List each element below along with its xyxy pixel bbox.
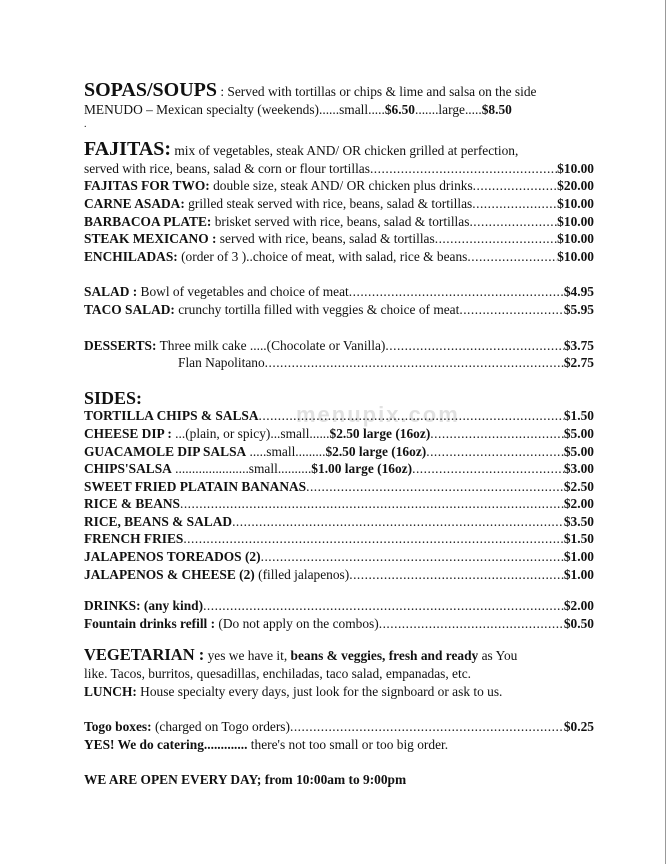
soups-heading: SOPAS/SOUPS bbox=[84, 79, 217, 101]
fajitas-item-price: $10.00 bbox=[557, 195, 594, 211]
side-name: JALAPENOS TOREADOS (2) bbox=[84, 549, 261, 565]
vegetarian-desc-b: beans & veggies, fresh and ready bbox=[290, 648, 479, 664]
dessert-row bbox=[84, 337, 594, 355]
side-name: GUACAMOLE DIP SALSA bbox=[84, 443, 247, 459]
soups-desc: : Served with tortillas or chips & lime and salsa on the side bbox=[217, 84, 537, 99]
fajitas-item-name: BARBACOA PLATE: bbox=[84, 213, 212, 229]
fajitas-item-row bbox=[84, 230, 594, 248]
side-name: RICE, BEANS & SALAD bbox=[84, 513, 233, 529]
drink-extra: (any kind) bbox=[140, 598, 204, 614]
side-name: TORTILLA CHIPS & SALSA bbox=[84, 408, 259, 424]
drink-extra: (Do not apply on the combos) bbox=[215, 615, 379, 631]
fajitas-item-row bbox=[84, 248, 594, 266]
chips-salsa-row bbox=[84, 460, 594, 478]
menudo-label: MENUDO – Mexican specialty (weekends)......small..... bbox=[84, 101, 385, 117]
side-detail: ...(plain, or spicy)...small...... bbox=[171, 425, 330, 441]
desserts-heading: DESSERTS: bbox=[84, 337, 157, 353]
side-large-price: $5.00 bbox=[563, 443, 594, 459]
side-large-label: large (16oz) bbox=[341, 461, 413, 477]
vegetarian-desc-2: like. Tacos, burritos, quesadillas, enchiladas, taco salad, empanadas, etc. bbox=[84, 666, 472, 682]
side-price: $2.00 bbox=[563, 496, 594, 512]
side-small-price: $1.00 bbox=[311, 461, 342, 477]
menudo-row bbox=[84, 101, 594, 119]
side-detail: ......................small.......... bbox=[171, 461, 312, 477]
catering-label: YES! We do catering bbox=[84, 736, 204, 752]
side-price: $1.50 bbox=[563, 408, 594, 424]
side-row bbox=[84, 407, 594, 425]
side-price: $1.50 bbox=[563, 531, 594, 547]
fajitas-price: $10.00 bbox=[557, 160, 594, 176]
fajitas-header bbox=[84, 138, 594, 161]
fajitas-item-row bbox=[84, 195, 594, 213]
fajitas-desc-1: mix of vegetables, steak AND/ OR chicken grilled at perfection, bbox=[171, 143, 519, 159]
catering-dots: ............. bbox=[203, 736, 248, 752]
fajitas-item-name: ENCHILADAS: bbox=[84, 248, 178, 264]
side-name: FRENCH FRIES bbox=[84, 531, 184, 547]
vegetarian-desc-a: yes we have it, bbox=[204, 648, 291, 664]
dessert-desc: Flan Napolitano bbox=[178, 355, 265, 371]
drink-name: DRINKS: bbox=[84, 598, 141, 614]
lunch-desc: House specialty every days, just look for the signboard or ask to us. bbox=[136, 683, 503, 699]
soups-bullet: . bbox=[84, 119, 87, 131]
fajitas-item-name: FAJITAS FOR TWO: bbox=[84, 178, 210, 194]
fajitas-item-name: STEAK MEXICANO : bbox=[84, 231, 217, 247]
salad-row bbox=[84, 283, 594, 301]
fajitas-item-price: $10.00 bbox=[557, 248, 594, 264]
side-name: CHIPS'SALSA bbox=[84, 461, 172, 477]
dessert-price: $3.75 bbox=[563, 337, 594, 353]
opening-hours: WE ARE OPEN EVERY DAY; from 10:00am to 9:00pm bbox=[84, 772, 407, 788]
side-row bbox=[84, 566, 594, 584]
drink-price: $2.00 bbox=[563, 598, 594, 614]
fajitas-item-price: $10.00 bbox=[557, 213, 594, 229]
fajitas-item-name: CARNE ASADA: bbox=[84, 195, 185, 211]
fajitas-row bbox=[84, 160, 594, 178]
drink-row bbox=[84, 597, 594, 615]
guacamole-row bbox=[84, 443, 594, 461]
drink-row bbox=[84, 615, 594, 633]
side-price: $1.00 bbox=[563, 566, 594, 582]
side-name: JALAPENOS & CHEESE (2) bbox=[84, 566, 255, 582]
fajitas-item-desc: double size, steak AND/ OR chicken plus drinks bbox=[209, 178, 473, 194]
togo-desc: (charged on Togo orders) bbox=[151, 719, 290, 735]
menudo-large-price: $8.50 bbox=[481, 101, 512, 117]
side-price: $2.50 bbox=[563, 478, 594, 494]
watermark: menupix.com bbox=[296, 402, 460, 427]
side-large-price: $3.00 bbox=[563, 461, 594, 477]
side-price: $3.50 bbox=[563, 513, 594, 529]
cheese-dip-row bbox=[84, 425, 594, 443]
menu-content bbox=[84, 79, 594, 789]
soups-header bbox=[84, 79, 594, 101]
salad-row bbox=[84, 301, 594, 319]
dessert-price: $2.75 bbox=[563, 355, 594, 371]
side-row bbox=[84, 495, 594, 513]
side-small-price: $2.50 bbox=[325, 443, 356, 459]
salad-price: $4.95 bbox=[563, 284, 594, 300]
togo-price: $0.25 bbox=[563, 719, 594, 735]
side-row bbox=[84, 513, 594, 531]
side-name: RICE & BEANS bbox=[84, 496, 180, 512]
dessert-desc: Three milk cake .....(Chocolate or Vanilla) bbox=[156, 337, 386, 353]
lunch-label: LUNCH: bbox=[84, 683, 137, 699]
fajitas-item-row bbox=[84, 177, 594, 195]
fajitas-item-row bbox=[84, 213, 594, 231]
vegetarian-line bbox=[84, 646, 594, 665]
fajitas-desc-2: served with rice, beans, salad & corn or flour tortillas bbox=[84, 160, 370, 176]
salad-desc: Bowl of vegetables and choice of meat bbox=[137, 284, 349, 300]
fajitas-item-price: $20.00 bbox=[557, 178, 594, 194]
sides-heading: SIDES: bbox=[84, 387, 143, 408]
fajitas-item-desc: (order of 3 )..choice of meat, with salad, rice & beans bbox=[177, 248, 468, 264]
drink-name: Fountain drinks refill : bbox=[84, 615, 216, 631]
side-detail: .....small......... bbox=[246, 443, 326, 459]
menudo-small-price: $6.50 bbox=[384, 101, 415, 117]
side-row bbox=[84, 530, 594, 548]
salad-desc: crunchy tortilla filled with veggies & choice of meat bbox=[174, 301, 460, 317]
side-large-label: large (16oz) bbox=[359, 425, 431, 441]
lunch-line bbox=[84, 683, 594, 701]
side-row bbox=[84, 478, 594, 496]
side-price: $1.00 bbox=[563, 549, 594, 565]
fajitas-heading: FAJITAS: bbox=[84, 138, 172, 161]
side-row bbox=[84, 548, 594, 566]
fajitas-item-desc: brisket served with rice, beans, salad & tortillas bbox=[211, 213, 470, 229]
side-large-label: large (16oz) bbox=[355, 443, 427, 459]
side-small-price: $2.50 bbox=[329, 425, 360, 441]
drink-price: $0.50 bbox=[563, 615, 594, 631]
salad-name: TACO SALAD: bbox=[84, 301, 175, 317]
dessert-row bbox=[84, 354, 594, 372]
salad-name: SALAD : bbox=[84, 284, 138, 300]
side-large-price: $5.00 bbox=[563, 425, 594, 441]
menudo-mid: .......large..... bbox=[415, 101, 482, 117]
side-name: SWEET FRIED PLATAIN BANANAS bbox=[84, 478, 307, 494]
fajitas-item-price: $10.00 bbox=[557, 231, 594, 247]
side-extra: (filled jalapenos) bbox=[254, 566, 350, 582]
fajitas-item-desc: grilled steak served with rice, beans, salad & tortillas bbox=[184, 195, 473, 211]
togo-row bbox=[84, 718, 594, 736]
vegetarian-heading: VEGETARIAN : bbox=[84, 645, 205, 665]
catering-desc: there's not too small or too big order. bbox=[247, 736, 449, 752]
togo-name: Togo boxes: bbox=[84, 719, 152, 735]
salad-price: $5.95 bbox=[563, 301, 594, 317]
catering-line bbox=[84, 736, 594, 754]
vegetarian-desc-c: as You bbox=[478, 648, 518, 664]
fajitas-item-desc: served with rice, beans, salad & tortillas bbox=[216, 231, 435, 247]
side-name: CHEESE DIP : bbox=[84, 425, 172, 441]
